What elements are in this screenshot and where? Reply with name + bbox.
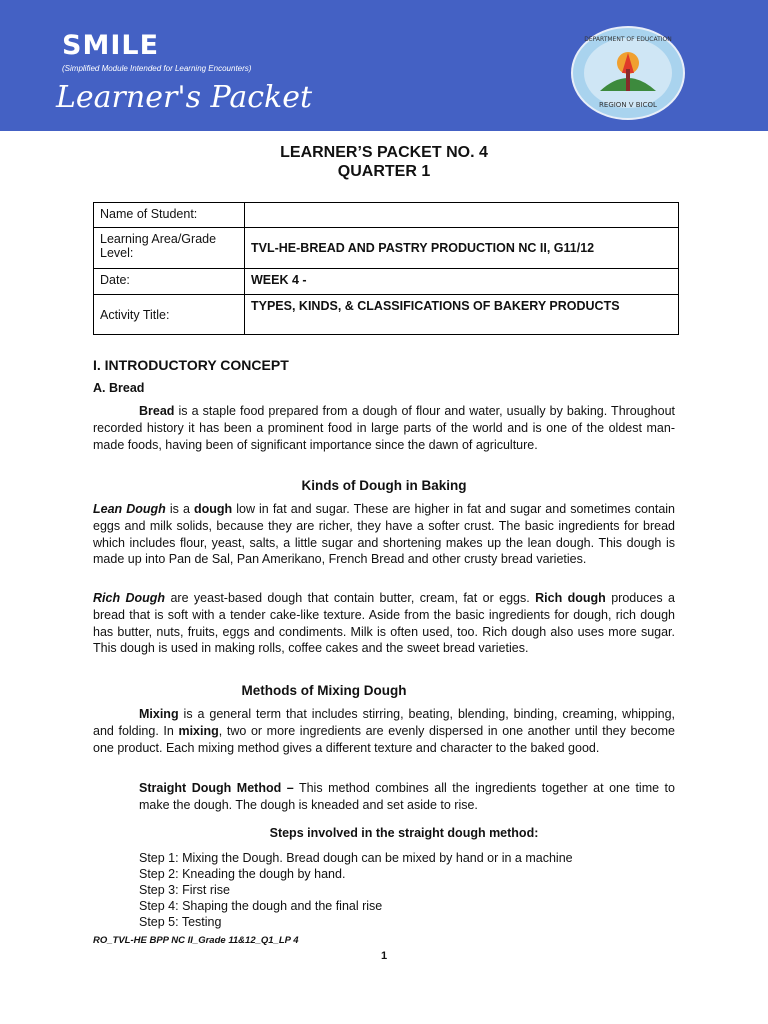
student-value[interactable] <box>245 203 679 228</box>
page-number: 1 <box>380 950 388 962</box>
lean-paragraph <box>93 501 675 568</box>
mixing-text-1: is a general term that includes stirring, beating, blending, binding, creaming, whipping, and folding. In <box>93 707 675 738</box>
lean-term: Lean Dough <box>93 502 166 516</box>
logo-region-text: REGION V BICOL <box>599 101 657 109</box>
date-value: WEEK 4 - <box>245 269 679 295</box>
section-heading: I. INTRODUCTORY CONCEPT <box>93 357 289 373</box>
area-value: TVL-HE-BREAD AND PASTRY PRODUCTION NC II, G11/12 <box>245 228 679 269</box>
info-table <box>93 202 679 335</box>
deped-logo-icon <box>570 25 686 121</box>
step-item: Step 1: Mixing the Dough. Bread dough can be mixed by hand or in a machine <box>139 851 573 865</box>
step-item: Step 4: Shaping the dough and the final rise <box>139 899 383 913</box>
mixing-paragraph <box>93 706 675 756</box>
mixing-bold: mixing <box>178 723 219 738</box>
step-item: Step 5: Testing <box>139 915 222 929</box>
logo-dept-text: DEPARTMENT OF EDUCATION <box>584 36 672 43</box>
lean-bold: dough <box>193 502 233 516</box>
step-item: Step 3: First rise <box>139 883 230 897</box>
header-banner <box>0 0 768 131</box>
rich-text-2: produces a bread that is soft with a tender cake-like texture. Aside from the basic ingredients for dough, rich dough has butter, nuts, fruits, eggs and condiments. Milk is often used, too. Rich dough also uses more sugar. This dough is used in making rolls, coffee cakes and the sweet bread varieties. <box>93 591 675 656</box>
bread-paragraph <box>93 403 675 453</box>
bread-term: Bread <box>139 404 175 418</box>
brand-title: SMILE <box>62 30 160 61</box>
activity-label: Activity Title: <box>94 295 245 335</box>
area-label: Learning Area/Grade Level: <box>94 228 245 269</box>
methods-heading: Methods of Mixing Dough <box>241 683 407 698</box>
steps-heading: Steps involved in the straight dough method: <box>269 826 539 840</box>
section-subheading: A. Bread <box>93 381 145 395</box>
mixing-text-2: , two or more ingredients are evenly dispersed in one another until they become one product. Each mixing method gives a different texture and character to the baked good. <box>93 723 675 755</box>
student-label: Name of Student: <box>94 203 245 228</box>
brand-subtitle: (Simplified Module Intended for Learning Encounters) <box>62 64 252 73</box>
packet-title: Learner's Packet <box>56 80 313 115</box>
straight-text: This method combines all the ingredients together at one time to make the dough. The dough is kneaded and set aside to rise. <box>139 781 675 812</box>
step-item: Step 2: Kneading the dough by hand. <box>139 867 346 881</box>
date-label: Date: <box>94 269 245 295</box>
rich-text-1: are yeast-based dough that contain butter, cream, fat or eggs. <box>165 591 536 605</box>
quarter-label: QUARTER 1 <box>337 163 431 180</box>
packet-number: LEARNER’S PACKET NO. 4 <box>280 144 488 161</box>
lean-text-1: is a <box>165 502 194 516</box>
mixing-term: Mixing <box>139 707 179 721</box>
activity-value: TYPES, KINDS, & CLASSIFICATIONS OF BAKERY PRODUCTS <box>245 295 679 335</box>
rich-term: Rich Dough <box>93 591 166 605</box>
rich-paragraph <box>93 590 675 657</box>
footer-code: RO_TVL-HE BPP NC II_Grade 11&12_Q1_LP 4 <box>93 935 299 946</box>
lean-text-2: low in fat and sugar. These are higher in fat and sugar and sometimes contain eggs and milk solids, because they are richer, they have a softer crust. The basic ingredients for bread which includes flour, yeast, salts, a little sugar and shortening makes up the lean dough. This dough is made up into Pan de Sal, Pan Amerikano, French Bread and other crusty bread varieties. <box>93 502 675 567</box>
straight-paragraph <box>139 780 675 814</box>
straight-term: Straight Dough Method – <box>139 781 294 795</box>
bread-text: is a staple food prepared from a dough of flour and water, usually by baking. Throughout recorded history it has been a prominent food in large parts of the world and is one of the oldest man-made foods, having been of significant importance since the dawn of agriculture. <box>93 404 675 452</box>
kinds-heading: Kinds of Dough in Baking <box>301 478 467 493</box>
rich-bold: Rich dough <box>535 591 606 605</box>
